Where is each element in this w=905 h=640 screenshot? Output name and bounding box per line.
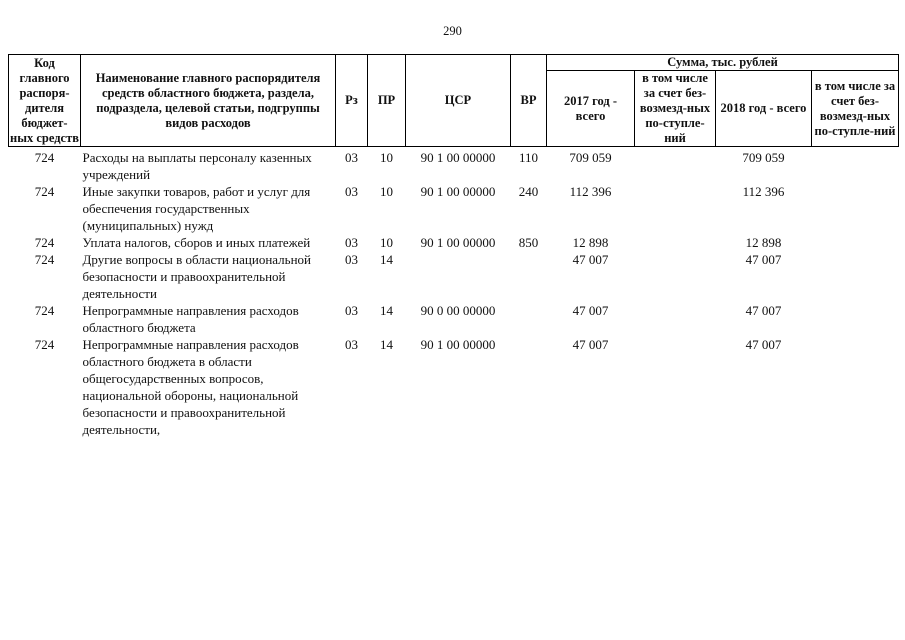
cell-2018-grants <box>812 302 899 336</box>
cell-2017-total: 12 898 <box>572 235 609 250</box>
table-row <box>9 336 899 438</box>
cell-pr: 14 <box>380 303 393 318</box>
cell-2017-grants <box>635 251 716 302</box>
cell-2018-total: 47 007 <box>745 252 782 267</box>
cell-csr: 90 1 00 00000 <box>420 150 496 165</box>
cell-pr: 10 <box>380 235 393 250</box>
header-vr: ВР <box>511 55 547 147</box>
table-header <box>9 55 899 147</box>
cell-name: Уплата налогов, сборов и иных платежей <box>82 235 311 250</box>
cell-vr: 850 <box>518 235 539 250</box>
cell-2017-grants <box>635 234 716 251</box>
cell-name: Непрограммные направления расходов областного бюджета в области общегосударственных вопросов, национальной обороны, национальной безопасности и правоохранительной деятельности, <box>82 337 299 437</box>
table-row <box>9 251 899 302</box>
header-2017-total: 2017 год - всего <box>547 71 635 147</box>
header-sum: Сумма, тыс. рублей <box>547 55 899 71</box>
cell-pr: 10 <box>380 184 393 199</box>
cell-name: Непрограммные направления расходов областного бюджета <box>82 303 299 335</box>
cell-name: Иные закупки товаров, работ и услуг для обеспечения государственных (муниципальных) нужд <box>82 184 311 233</box>
cell-2017-grants <box>635 336 716 438</box>
header-csr: ЦСР <box>406 55 511 147</box>
cell-2017-total: 47 007 <box>572 303 609 318</box>
header-name: Наименование главного распорядителя средств областного бюджета, раздела, подраздела, целевой статьи, подгруппы видов расходов <box>81 55 336 147</box>
cell-rz: 03 <box>345 235 358 250</box>
cell-csr: 90 1 00 00000 <box>420 235 496 250</box>
cell-csr: 90 1 00 00000 <box>420 337 496 352</box>
page-number: 290 <box>443 24 462 38</box>
cell-vr: 110 <box>518 150 539 165</box>
cell-code: 724 <box>34 303 55 318</box>
header-2017-grants: в том числе за счет без-возмезд-ных по-ступле-ний <box>635 71 716 147</box>
cell-2018-total: 709 059 <box>742 150 785 165</box>
cell-2017-total: 709 059 <box>569 150 612 165</box>
header-pr: ПР <box>368 55 406 147</box>
cell-code: 724 <box>34 252 55 267</box>
cell-2018-total: 12 898 <box>745 235 782 250</box>
cell-csr <box>406 251 511 302</box>
cell-vr <box>511 336 547 438</box>
cell-csr: 90 1 00 00000 <box>420 184 496 199</box>
cell-2017-total: 112 396 <box>569 184 612 199</box>
cell-csr: 90 0 00 00000 <box>420 303 496 318</box>
cell-rz: 03 <box>345 337 358 352</box>
header-rz: Рз <box>336 55 368 147</box>
cell-rz: 03 <box>345 184 358 199</box>
cell-2017-total: 47 007 <box>572 252 609 267</box>
cell-2018-grants <box>812 234 899 251</box>
budget-table <box>8 54 899 438</box>
cell-pr: 10 <box>380 150 393 165</box>
cell-code: 724 <box>34 235 55 250</box>
cell-2018-total: 112 396 <box>742 184 785 199</box>
table-row <box>9 147 899 184</box>
cell-rz: 03 <box>345 303 358 318</box>
cell-name: Расходы на выплаты персоналу казенных учреждений <box>82 150 312 182</box>
cell-2017-total: 47 007 <box>572 337 609 352</box>
cell-pr: 14 <box>380 337 393 352</box>
header-2018-total: 2018 год - всего <box>716 71 812 147</box>
cell-pr: 14 <box>380 252 393 267</box>
cell-2018-total: 47 007 <box>745 303 782 318</box>
cell-code: 724 <box>34 337 55 352</box>
table-row <box>9 302 899 336</box>
cell-2018-grants <box>812 147 899 184</box>
cell-2017-grants <box>635 183 716 234</box>
cell-2018-grants <box>812 183 899 234</box>
cell-2017-grants <box>635 302 716 336</box>
cell-2017-grants <box>635 147 716 184</box>
cell-2018-grants <box>812 336 899 438</box>
header-code: Код главного распоря-дителя бюджет-ных средств <box>10 55 79 145</box>
table-row <box>9 183 899 234</box>
cell-rz: 03 <box>345 252 358 267</box>
table-row <box>9 234 899 251</box>
cell-2018-grants <box>812 251 899 302</box>
cell-vr <box>511 302 547 336</box>
cell-vr <box>511 251 547 302</box>
cell-code: 724 <box>34 150 55 165</box>
cell-name: Другие вопросы в области национальной безопасности и правоохранительной деятельности <box>82 252 311 301</box>
table-body <box>9 147 899 439</box>
header-2018-grants: в том числе за счет без-возмезд-ных по-ступле-ний <box>812 71 899 147</box>
cell-code: 724 <box>34 184 55 199</box>
cell-2018-total: 47 007 <box>745 337 782 352</box>
cell-vr: 240 <box>518 184 539 199</box>
cell-rz: 03 <box>345 150 358 165</box>
